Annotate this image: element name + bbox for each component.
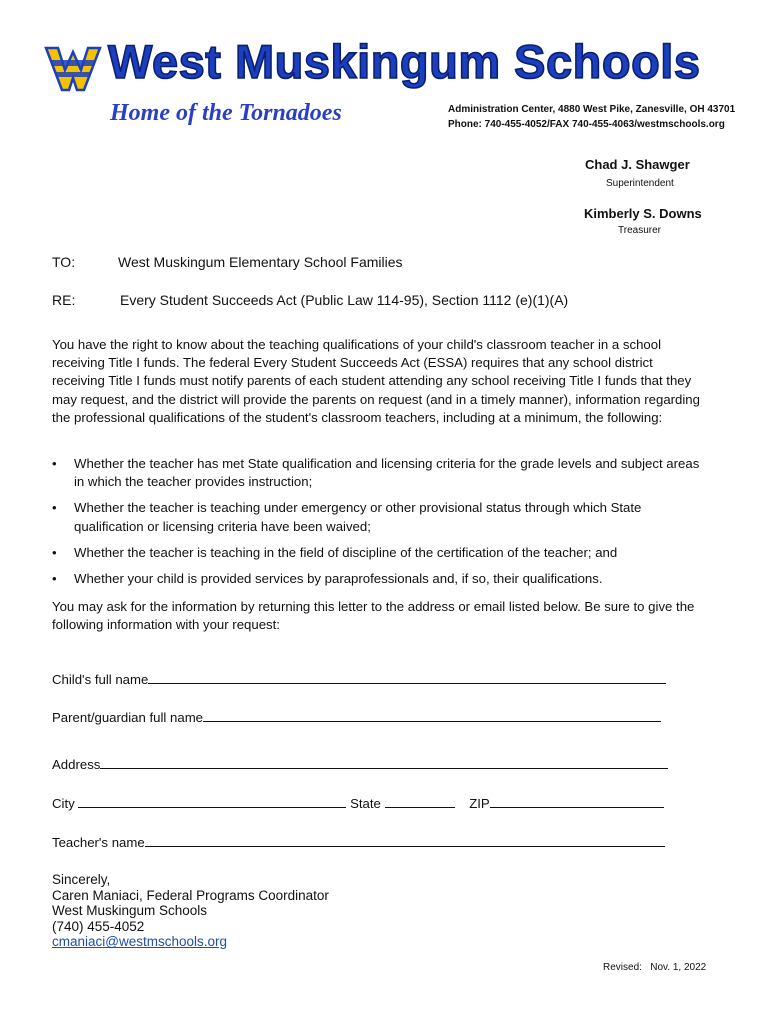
- re-value: Every Student Succeeds Act (Public Law 114-95), Section 1112 (e)(1)(A): [120, 292, 569, 308]
- bullet-icon: •: [52, 544, 57, 560]
- state-label: State: [350, 796, 381, 811]
- address-field[interactable]: [100, 755, 668, 769]
- admin-contact-block: [448, 102, 735, 132]
- qualification-list: [52, 455, 702, 588]
- intro-paragraph: You have the right to know about the teaching qualifications of your child's classroom teacher in a school receiving Title I funds. The federal Every Student Succeeds Act (ESSA) requires that any school district receiving Title I funds must notify parents of each student attending any school receiving Title I funds that they may request, and the district will provide the parents on request (and in a timely manner), information regarding the professional qualifications of the student's classroom teachers, including at a minimum, the following:: [52, 337, 700, 425]
- signer-organization: West Muskingum Schools: [52, 903, 208, 919]
- treasurer-name: Kimberly S. Downs: [584, 206, 702, 221]
- bullet-icon: •: [52, 571, 57, 587]
- teacher-name-label: Teacher's name: [52, 835, 145, 850]
- revised-date: Revised: Nov. 1, 2022: [603, 962, 707, 973]
- teacher-name-field[interactable]: [145, 833, 665, 847]
- tagline: Home of the Tornadoes: [110, 100, 342, 126]
- zip-label: ZIP: [469, 796, 490, 811]
- address-line: Administration Center, 4880 West Pike, Zanesville, OH 43701: [448, 104, 736, 115]
- teacher-name-row: [52, 833, 665, 851]
- address-row: [52, 755, 668, 773]
- zip-field[interactable]: [490, 794, 664, 808]
- to-label: TO:: [52, 254, 76, 270]
- child-name-label: Child's full name: [52, 672, 149, 687]
- bullet-icon: •: [52, 456, 57, 471]
- signature-block: [52, 872, 329, 950]
- brand-name: West Muskingum Schools: [108, 35, 701, 88]
- parent-name-label: Parent/guardian full name: [52, 710, 204, 725]
- address-label: Address: [52, 757, 101, 772]
- re-label: RE:: [52, 292, 76, 308]
- child-name-row: [52, 670, 666, 688]
- to-value: West Muskingum Elementary School Families: [118, 254, 403, 270]
- list-item: [52, 499, 702, 535]
- city-label: City: [52, 796, 75, 811]
- signer-email-link[interactable]: cmaniaci@westmschools.org: [52, 934, 228, 950]
- request-note: You may ask for the information by returning this letter to the address or email listed below. Be sure to give the following information with your request:: [52, 599, 695, 633]
- state-field[interactable]: [385, 794, 455, 808]
- bullet-icon: •: [52, 500, 57, 516]
- city-field[interactable]: [78, 794, 346, 808]
- list-item-text: Whether your child is provided services by paraprofessionals and, if so, their qualifications.: [74, 571, 603, 587]
- superintendent-name: Chad J. Shawger: [585, 157, 690, 172]
- district-logo-icon: [44, 44, 102, 94]
- parent-name-row: [52, 708, 661, 726]
- list-item: [52, 455, 702, 491]
- list-item: [52, 544, 702, 562]
- list-item-text: Whether the teacher has met State qualification and licensing criteria for the grade levels and subject areas in which the teacher provides instruction;: [74, 456, 700, 490]
- list-item-text: Whether the teacher is teaching in the field of discipline of the certification of the teacher; and: [74, 544, 618, 560]
- city-state-zip-row: [52, 794, 664, 812]
- closing: Sincerely,: [52, 872, 111, 887]
- signer-name: Caren Maniaci, Federal Programs Coordinator: [52, 887, 329, 903]
- list-item-text: Whether the teacher is teaching under emergency or other provisional status through which State qualification or licensing criteria have been waived;: [74, 500, 642, 534]
- child-name-field[interactable]: [148, 670, 666, 684]
- contact-line: Phone: 740-455-4052/FAX 740-455-4063/westmschools.org: [448, 119, 725, 130]
- list-item: [52, 570, 702, 588]
- parent-name-field[interactable]: [203, 708, 661, 722]
- treasurer-title: Treasurer: [618, 225, 661, 236]
- superintendent-title: Superintendent: [606, 178, 674, 189]
- signer-phone: (740) 455-4052: [52, 918, 145, 934]
